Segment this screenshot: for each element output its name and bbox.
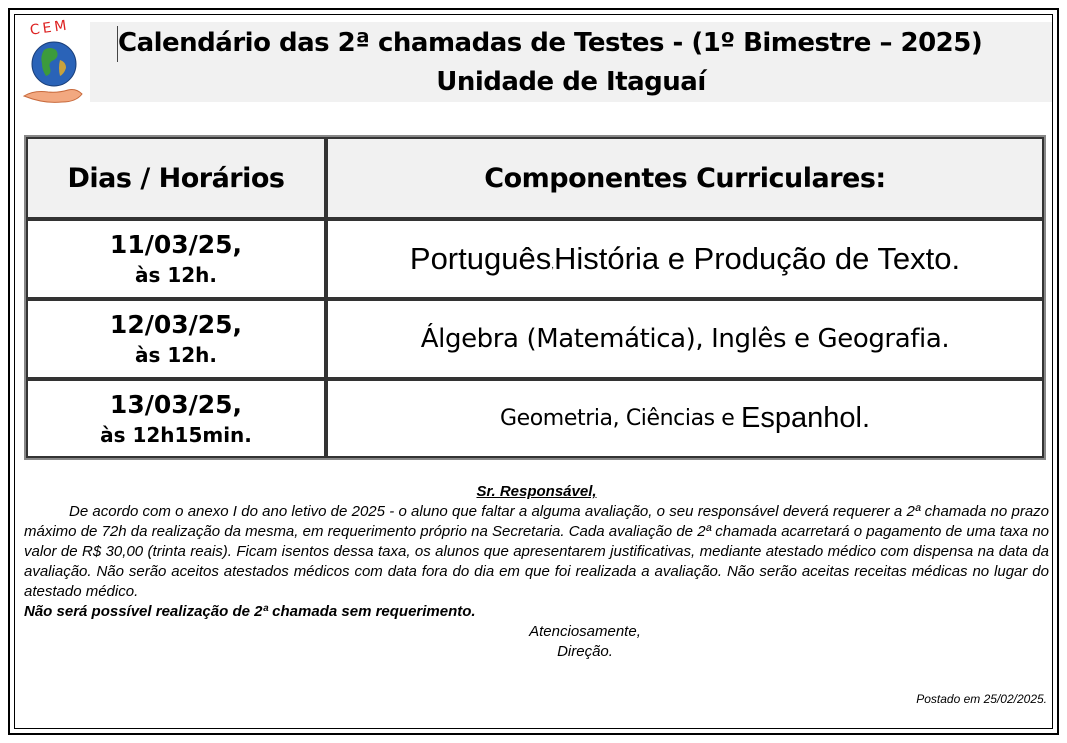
globe-icon bbox=[32, 42, 76, 86]
row-time: às 12h. bbox=[134, 343, 218, 367]
row-time: às 12h15min. bbox=[100, 422, 252, 447]
column-header-subjects bbox=[326, 137, 1044, 219]
column-header-days bbox=[26, 137, 326, 219]
table-row-subjects-cell bbox=[326, 219, 1044, 299]
notice-title: Sr. Responsável, bbox=[476, 483, 597, 500]
notice-closing: Atenciosamente, bbox=[529, 623, 641, 640]
row-date: 13/03/25, bbox=[109, 389, 243, 419]
notice-warning: Não será possível realização de 2ª chamada sem requerimento. bbox=[24, 603, 476, 620]
column-header-subjects-label: Componentes Curriculares: bbox=[484, 162, 886, 194]
row-time: às 12h. bbox=[134, 263, 218, 287]
cem-logo bbox=[20, 16, 88, 108]
posted-date: Postado em 25/02/2025. bbox=[916, 692, 1047, 706]
row-date: 12/03/25, bbox=[109, 310, 243, 339]
row-subjects: Português bbox=[409, 241, 552, 276]
row-subjects-separator: , bbox=[551, 259, 554, 271]
notice bbox=[24, 482, 1049, 662]
schedule-table bbox=[24, 135, 1046, 460]
notice-signature: Direção. bbox=[557, 643, 613, 660]
table-row-date-cell bbox=[26, 379, 326, 458]
table-row-date-cell bbox=[26, 219, 326, 299]
page-subtitle: Unidade de Itaguaí bbox=[436, 67, 706, 97]
table-row-subjects-cell bbox=[326, 379, 1044, 458]
table-row-subjects-cell bbox=[326, 299, 1044, 379]
row-date: 11/03/25, bbox=[109, 230, 243, 259]
column-header-days-label: Dias / Horários bbox=[67, 162, 285, 194]
table-row-date-cell bbox=[26, 299, 326, 379]
row-subjects: Álgebra (Matemática), Inglês e Geografia. bbox=[420, 324, 950, 354]
notice-body: De acordo com o anexo I do ano letivo de 2025 - o aluno que faltar a alguma avaliação, o seu responsável deverá requerer a 2ª chamada no prazo máximo de 72h da realização da mesma, em requerimento próprio na Secretaria. Cada avaliação de 2ª chamada acarretará o pagamento de uma taxa no valor de R$ 30,00 (trinta reais). Ficam isentos dessa taxa, os alunos que apresentarem justificativas, mediante atestado médico com dispensa na data da avaliação. Não serão aceitos atestados médicos com data fora do dia em que foi realizada a avaliação. Não serão aceitas receitas médicas no lugar do atestado médico. bbox=[24, 503, 1049, 600]
row-subjects-rest: Espanhol. bbox=[741, 402, 871, 434]
row-subjects: Geometria, Ciências e bbox=[499, 406, 742, 431]
row-subjects-rest: História e Produção de Texto. bbox=[554, 241, 961, 276]
logo-text: CEM bbox=[28, 17, 71, 39]
page-title: Calendário das 2ª chamadas de Testes - (1º Bimestre – 2025) bbox=[118, 28, 983, 58]
